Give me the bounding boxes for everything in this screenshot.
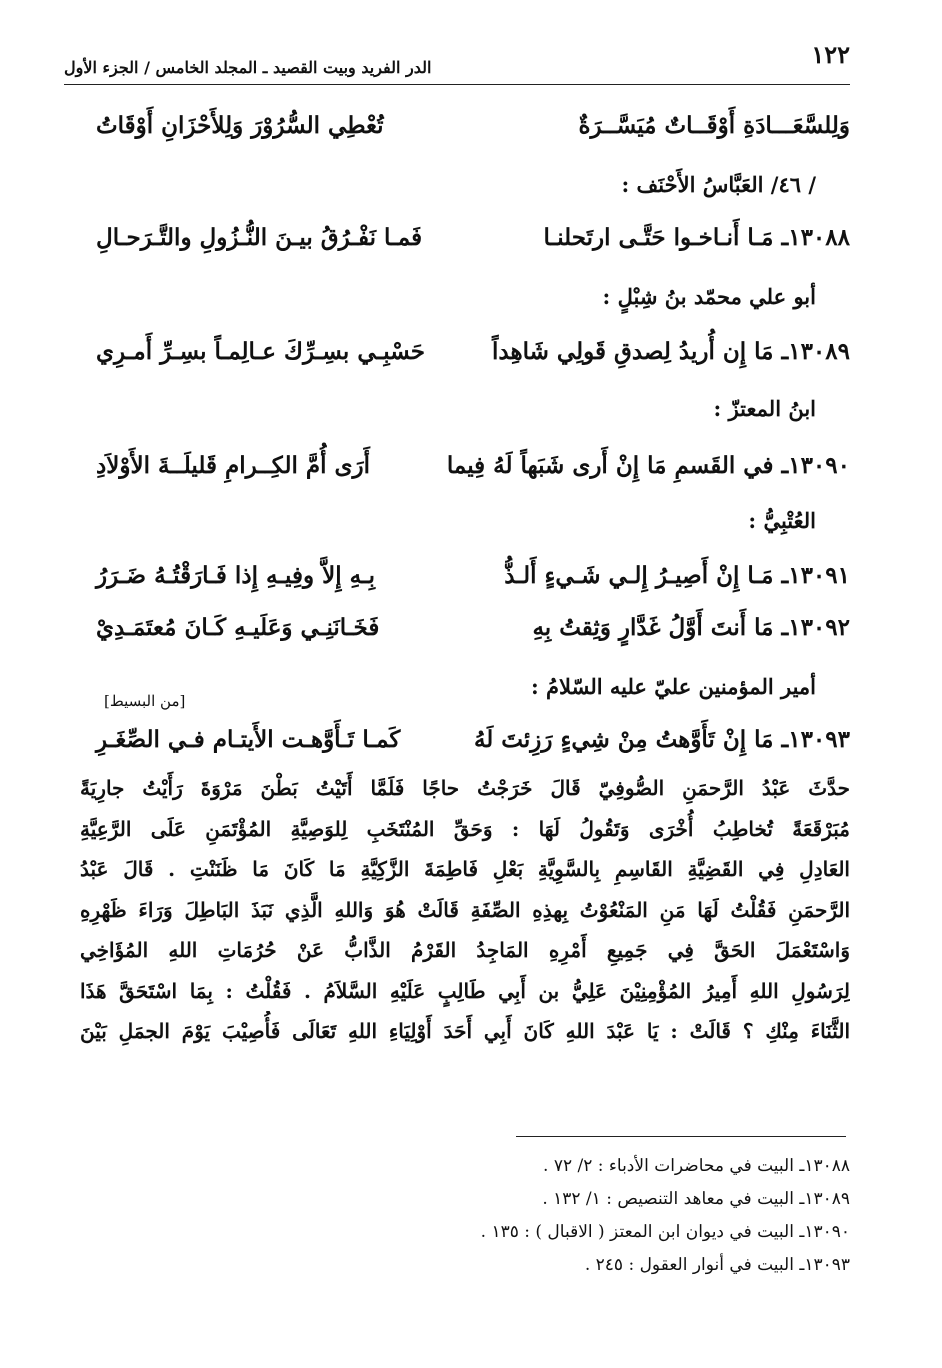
verse-line — [96, 112, 850, 152]
meter-label: [من البسيط] — [104, 692, 186, 710]
poet-heading: العُتْبِيُّ : — [748, 508, 816, 533]
poet-heading: أمير المؤمنين عليّ عليه السّلامُ : — [530, 674, 816, 699]
verse-line — [96, 224, 850, 264]
verse-first-hemistich: وَلِلسَّعَـــادَةِ أَوْقَــاتٌ مُيَسَّــرَةٌ — [578, 112, 850, 139]
footnote: ١٣٠٨٩ـ البيت في معاهد التنصيص : ١/ ١٣٢ . — [542, 1189, 850, 1209]
prose-line: الثَّنَاءَ مِنْكِ ؟ قَالَتْ : يَا عَبْدَ اللهِ كَانَ أَبِي أَحَدَ أَوْلِيَاءِ اللهِ تَعَالَى فَأُصِيْبَ يَوْمَ الجمَلِ بَيْنَ — [80, 1019, 850, 1043]
verse-first-hemistich: ١٣٠٨٩ـ مَا إِن أُريدُ لِصدقِ قَولِي شَاهِداً — [492, 338, 850, 365]
footnote: ١٣٠٨٨ـ البيت في محاضرات الأدباء : ٢/ ٧٢ . — [543, 1156, 850, 1176]
verse-second-hemistich: تُعْطِي السُّرُوْرَ وَلِلأَحْزَانِ أَوْقَاتُ — [96, 112, 384, 139]
verse-line — [96, 562, 850, 602]
verse-first-hemistich: ١٣٠٩١ـ مَـا إِنْ أَصِيـرُ إِلـي شَـيءٍ أَلـذُّ — [504, 562, 850, 589]
prose-line: وَاسْتَعْمَلَ الحَقَّ فِي جَمِيعِ أَمْرِهِ المَاجِدُ القَرْمُ الذَّابُّ عَنْ حُرُمَاتِ اللهِ المُؤَاخِي — [80, 938, 850, 962]
poet-heading: ابنُ المعتزّ : — [713, 396, 816, 421]
poet-heading: أبو علي محمّد بنُ شِبْلٍ : — [602, 284, 816, 309]
poet-heading: / ٤٦/ العَبَّاسُ الأَحْنَف : — [621, 172, 816, 197]
prose-line: حدَّثَ عَبْدُ الرَّحمَنِ الصُّوفِيّ قَالَ خَرَجْتُ حاجًا فَلَمَّا أَتَيْتُ بَطْنَ مَرْوَةَ رَأَيْتُ جارِيَةً — [80, 776, 850, 800]
verse-second-hemistich: أَرَى أُمَّ الكِــرامِ قَليلَــةَ الأَوْلاَدِ — [96, 452, 371, 479]
verse-first-hemistich: ١٣٠٨٨ـ مَـا أَنـاخـوا حَتَّـى ارتَحلنـا — [543, 224, 850, 251]
prose-line: الرَّحمَنِ فَقُلْتُ لَهَا مَنِ المَنْعُوْتُ بِهذِهِ الصِّفَةِ قَالَتْ هُوَ وَاللهِ الَّذِي نَبَذَ البَاطِلَ وَرَاءَ ظَهْرِهِ — [80, 897, 850, 922]
verse-second-hemistich: فَخَـانَنِـي وَعَلَيـهِ كَـانَ مُعتَمَـدِيْ — [96, 614, 380, 641]
footnote: ١٣٠٩٠ـ البيت في ديوان ابن المعتز ( الاقبال ) : ١٣٥ . — [480, 1222, 850, 1242]
verse-line — [96, 452, 850, 492]
prose-line: لِرَسُولِ اللهِ أَمِيرُ المُؤْمِنِيْنَ عَلِيُّ بن أَبِي طَالِبٍ عَلَيْهِ السَّلاَمُ . فَقُلْتُ : بِمَا اسْتَحَقَّ هَذَا — [80, 978, 850, 1003]
prose-line: العَادِلِ فِي القَضِيَّةِ القَاسِمِ بِالسَّوِيَّةِ بَعْلِ فَاطِمَةَ الزَّكِيَّةِ مَا كَانَ مَا ظَنَنْتِ . قَالَ عَبْدُ — [80, 857, 850, 881]
prose-paragraph — [80, 768, 850, 1052]
verse-first-hemistich: ١٣٠٩٣ـ مَا إِنْ تَأَوَّهتُ مِنْ شِيءٍ رَزِئتَ لَهُ — [473, 726, 850, 753]
verse-second-hemistich: كَمـا تَـأَوَّهـت الأَيتـام فـي الصِّغَـرِ — [96, 726, 401, 753]
verse-first-hemistich: ١٣٠٩٠ـ في القَسمِ مَا إِنْ أَرى شَبَهاً لَهُ فِيما — [446, 452, 850, 479]
prose-line: مُبَرْقَعَةً تُخاطِبُ أُخْرَى وَتَقُولُ لَهَا : وَحَقِّ المُنْتَخَبِ لِلوَصِيَّةِ المُؤْتَمَنِ عَلَى الرَّعِيَّةِ — [80, 816, 850, 841]
verse-line — [96, 614, 850, 654]
page-header — [64, 36, 850, 85]
footnote: ١٣٠٩٣ـ البيت في أنوار العقول : ٢٤٥ . — [584, 1255, 850, 1275]
running-title: الدر الفريد وبيت القصيد ـ المجلد الخامس / الجزء الأول — [64, 58, 432, 77]
verse-second-hemistich: حَسْبِـي بسِـرِّكَ عـالِمـاً بسِـرِّ أَمـرِي — [96, 338, 425, 365]
verse-second-hemistich: بِـهِ إِلاَّ وفِيـهِ إِذا فَـارَقْتُـهُ ضَـرَرُ — [96, 562, 376, 589]
verse-line — [96, 726, 850, 766]
footnote-separator — [516, 1136, 846, 1137]
verse-second-hemistich: فَمـا نَفْـرُقُ بيـنَ النُّـزُولِ والتَّـرَحـالِ — [96, 224, 423, 251]
footnotes — [481, 1150, 850, 1282]
verse-line — [96, 338, 850, 378]
page-number: ١٢٢ — [811, 40, 850, 69]
verse-first-hemistich: ١٣٠٩٢ـ مَا أَنتَ أَوَّلُ غَدَّارٍ وَثِقتُ بِهِ — [532, 614, 850, 641]
